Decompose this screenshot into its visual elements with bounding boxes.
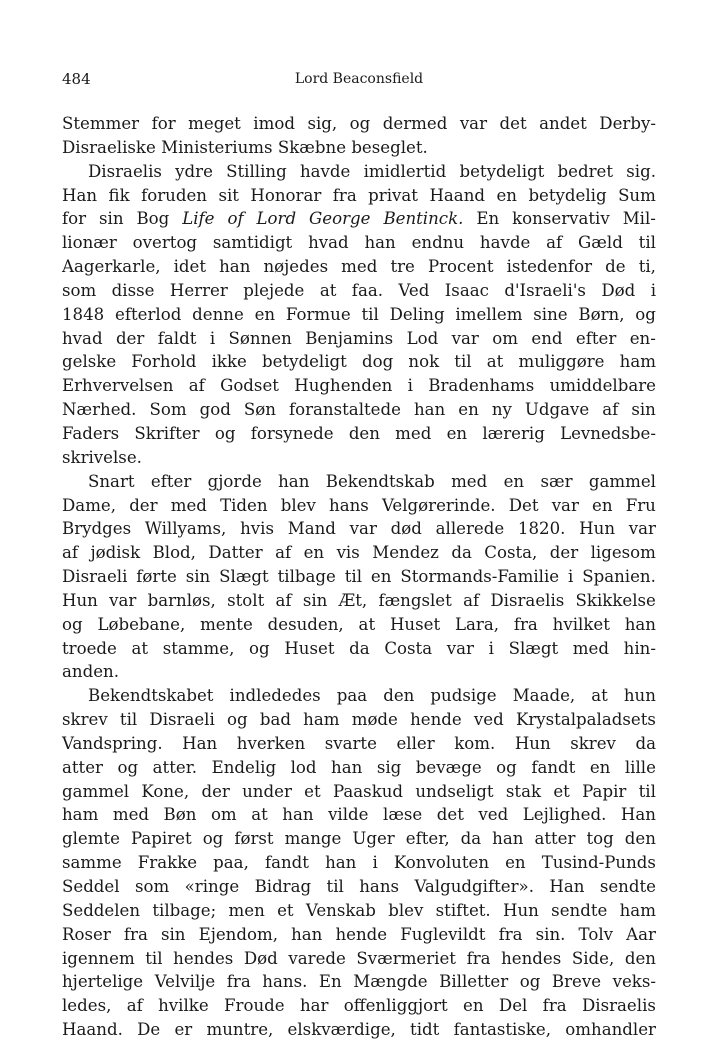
- text-line: Hun var barnløs, stolt af sin Æt, fængslet af Disraelis Skikkelse: [62, 590, 656, 610]
- text-line: af jødisk Blod, Datter af en vis Mendez da Costa, der ligesom: [62, 543, 656, 563]
- book-page: [62, 68, 656, 1042]
- text-line: som disse Herrer plejede at faa. Ved Isaac d'Israeli's Død i: [62, 280, 656, 300]
- text-line: Vandspring. Han hverken svarte eller kom. Hun skrev da: [62, 733, 656, 753]
- text-line: Dame, der med Tiden blev hans Velgørerinde. Det var en Fru: [62, 495, 656, 515]
- text-line: Aagerkarle, idet han nøjedes med tre Procent istedenfor de ti,: [62, 257, 656, 277]
- text-line: 1848 efterlod denne en Formue til Deling imellem sine Børn, og: [62, 304, 656, 324]
- text-line: Disraelis ydre Stilling havde imidlertid betydeligt bedret sig.: [88, 161, 656, 181]
- text-line: Bekendtskabet indlededes paa den pudsige Maade, at hun: [88, 686, 656, 706]
- text-line: Seddel som «ringe Bidrag til hans Valgudgifter». Han sendte: [62, 877, 656, 896]
- text-line: gelske Forhold ikke betydeligt dog nok til at muliggøre ham: [62, 352, 656, 372]
- text-line: skrev til Disraeli og bad ham møde hende ved Krystalpaladsets: [62, 710, 656, 730]
- text-line: hvad der faldt i Sønnen Benjamins Lod var om end efter en-: [62, 328, 656, 348]
- text-line: lionær overtog samtidigt hvad han endnu havde af Gæld til: [62, 233, 656, 253]
- text-line: Disraeliske Ministeriums Skæbne beseglet.: [62, 137, 428, 157]
- text-line: Faders Skrifter og forsynede den med en lærerig Levnedsbe-: [62, 423, 656, 443]
- body-text: [62, 112, 656, 1042]
- page-number: 484: [62, 70, 91, 88]
- text-line: Stemmer for meget imod sig, og dermed var det andet Derby-: [62, 114, 656, 133]
- text-line: Erhvervelsen af Godset Hughenden i Bradenhams umiddelbare: [62, 376, 656, 396]
- text-line: gammel Kone, der under et Paaskud undseligt stak et Papir til: [62, 781, 656, 801]
- text-line: Han fik foruden sit Honorar fra privat Haand en betydelig Sum: [62, 185, 656, 205]
- running-title: Lord Beaconsfield: [294, 71, 424, 87]
- text-line: Disraeli førte sin Slægt tilbage til en Stormands-Familie i Spanien.: [62, 567, 656, 587]
- text-line: troede at stamme, og Huset da Costa var i Slægt med hin-: [62, 638, 656, 658]
- text-line: hjertelige Velvilje fra hans. En Mængde Billetter og Breve veks-: [62, 972, 656, 992]
- text-line: ledes, af hvilke Froude har offenliggjort en Del fra Disraelis: [62, 996, 656, 1016]
- text-line: for sin Bog Life of Lord George Bentinck. En konservativ Mil-: [62, 209, 656, 229]
- page-header: [62, 68, 656, 90]
- text-line: atter og atter. Endelig lod han sig bevæge og fandt en lille: [62, 757, 656, 777]
- text-line: Haand. De er muntre, elskværdige, tidt fantastiske, omhandler: [62, 1020, 656, 1040]
- text-line: Snart efter gjorde han Bekendtskab med en sær gammel: [88, 471, 656, 491]
- text-line: samme Frakke paa, fandt han i Konvoluten en Tusind-Punds: [62, 853, 656, 873]
- text-line: Roser fra sin Ejendom, han hende Fuglevildt fra sin. Tolv Aar: [62, 924, 656, 944]
- text-line: skrivelse.: [62, 447, 142, 467]
- text-line: og Løbebane, mente desuden, at Huset Lara, fra hvilket han: [62, 614, 656, 634]
- text-line: igennem til hendes Død varede Sværmeriet fra hendes Side, den: [62, 948, 656, 968]
- text-line: Brydges Willyams, hvis Mand var død allerede 1820. Hun var: [62, 519, 656, 539]
- text-line: Nærhed. Som god Søn foranstaltede han en ny Udgave af sin: [62, 400, 656, 420]
- text-line: Seddelen tilbage; men et Venskab blev stiftet. Hun sendte ham: [62, 900, 656, 920]
- text-line: glemte Papiret og først mange Uger efter, da han atter tog den: [62, 829, 656, 849]
- text-line: anden.: [62, 662, 119, 682]
- text-line: ham med Bøn om at han vilde læse det ved Lejlighed. Han: [62, 805, 656, 825]
